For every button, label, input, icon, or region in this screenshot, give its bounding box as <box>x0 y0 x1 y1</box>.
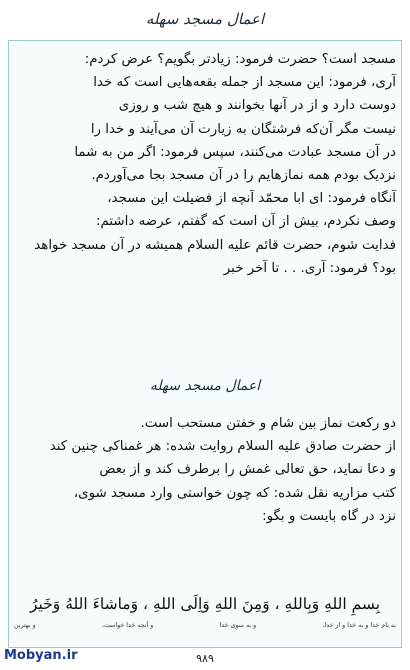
text-line: فدایت شوم، حضرت قائم علیه السلام همیشه در آن مسجد خواهد <box>34 237 396 253</box>
text-line: دو رکعت نماز بین شام و خفتن مستحب است. <box>140 416 396 431</box>
page-number: ٩٨٩ <box>196 652 214 665</box>
text-line: نزد در گاه بایست و بگو: <box>262 508 396 524</box>
watermark-logo: Mobyan.ir <box>4 648 78 663</box>
text-line: در آن مسجد عبادت می‌کنند، سپس فرمود: اگر من به شما <box>74 144 396 160</box>
text-line: کتب مزاریه نقل شده: که چون خواستی وارد مسجد شوی، <box>73 485 396 501</box>
text-line: دوست دارد و از در آنها بخوانند و هیچ شب و روزی <box>118 98 396 114</box>
text-line: آری، فرمود: این مسجد از جمله بقعه‌هایی است که خدا <box>93 75 396 91</box>
translation-item: به نام خدا و به خدا و از خدا، <box>322 622 396 629</box>
text-line: آنگاه فرمود: ای ابا محمّد آنچه از فضیلت این مسجد، <box>107 191 396 207</box>
translation-item: و به سوی خدا <box>219 622 257 629</box>
text-line: و دعا نماید، حق تعالی غمش را برطرف کند و از بعض <box>99 462 396 478</box>
page-header-title: اعمال مسجد سهله <box>145 10 265 28</box>
dua-arabic-text: بِسمِ اللهِ وَبِاللهِ ، وَمِنَ اللهِ وَاِلَى اللهِ ، وَماشاءَ اللهُ وَخَيرُ <box>29 595 381 613</box>
text-line: نزدیک بودم همه نمازهایم را در آن مسجد بجا می‌آوردم. <box>91 168 396 184</box>
text-line: وصف نکردم، بیش از آن است که گفتم، عرضه داشتم: <box>95 214 396 230</box>
dua-translation-row <box>14 622 396 629</box>
text-line: مسجد است؟ حضرت فرمود: زیادتر بگویم؟ عرض کردم: <box>84 52 396 67</box>
translation-item: و آنچه خدا خواست، <box>101 622 154 629</box>
text-line: نیست مگر آن‌که فرشتگان به زیارت آن می‌آیند و خدا را <box>90 121 396 137</box>
paragraph-1 <box>14 48 396 280</box>
section-title: اعمال مسجد سهله <box>149 378 261 394</box>
paragraph-2 <box>14 412 396 528</box>
translation-item: و بهترین <box>14 622 36 629</box>
text-line: از حضرت صادق علیه السلام روایت شده: هر غمناکی چنین کند <box>49 439 396 455</box>
text-line: بود؟ فرمود: آری. . . تا آخر خبر <box>223 260 396 276</box>
